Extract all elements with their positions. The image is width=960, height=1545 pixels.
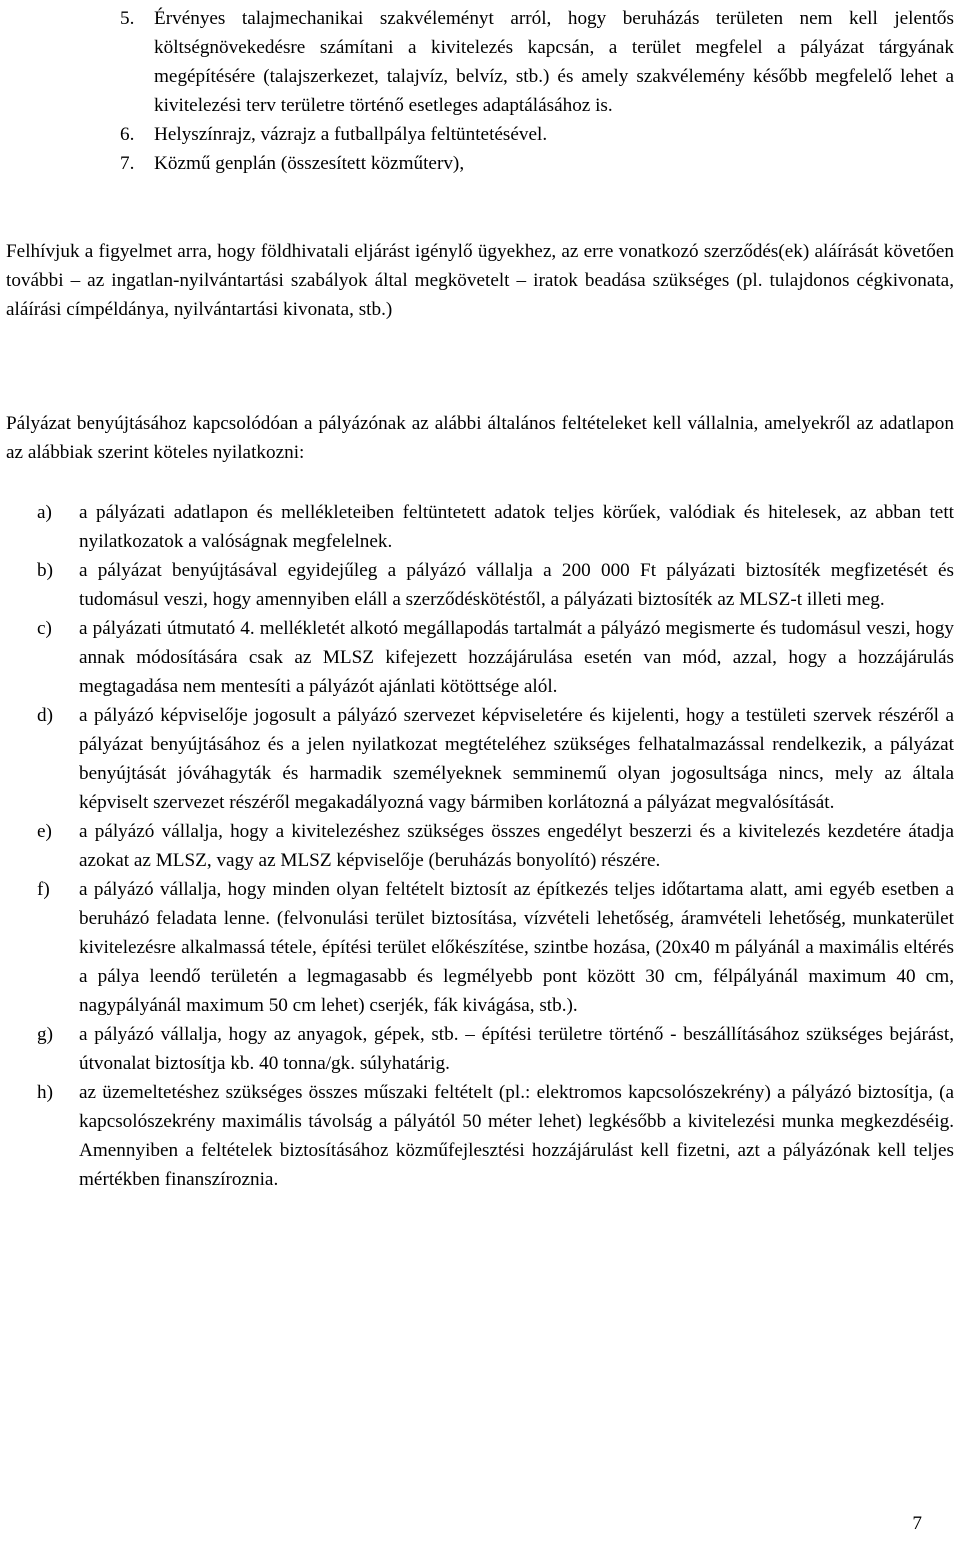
lettered-item bbox=[6, 614, 954, 701]
item-text: a pályázati adatlapon és mellékleteiben feltüntetett adatok teljes körűek, valódiak és hitelesek, az abban tett nyilatkozatok a valóságnak megfelelnek. bbox=[79, 502, 954, 552]
item-text: az üzemeltetéshez szükséges összes műszaki feltételt (pl.: elektromos kapcsolószekrény) a pályázó biztosítja, (a kapcsolószekrény maximális távolság a pályától 50 méter lehet) legkésőbb a kivitelezési munka megkezdéséig. Amennyiben a feltételek biztosításához közműfejlesztési hozzájárulást kell fizetni, azt a pályázónak kell teljes mértékben finanszíroznia. bbox=[79, 1082, 954, 1190]
page-number: 7 bbox=[912, 1513, 922, 1534]
numbered-list bbox=[120, 4, 954, 178]
item-text: a pályázó képviselője jogosult a pályázó szervezet képviseletére és kijelenti, hogy a testületi szervek részéről a pályázat benyújtásához és a jelen nyilatkozat megtételéhez szükséges felhatalmazással rendelkezik, a pályázat benyújtását jóváhagyták és harmadik személyeknek semminemű olyan jogosultsága nincs, mely az általa képviselt szervezet részéről megakadályozná vagy bármiben korlátozná a pályázat megvalósítását. bbox=[79, 705, 954, 813]
item-text: a pályázati útmutató 4. mellékletét alkotó megállapodás tartalmát a pályázó megismerte és tudomásul veszi, hogy annak módosítására csak az MLSZ kifejezett hozzájárulása esetén van mód, azzal, hogy a hozzájárulás megtagadása nem mentesíti a pályázót ajánlati kötöttsége alól. bbox=[79, 618, 954, 697]
lettered-item bbox=[6, 701, 954, 817]
item-letter: g) bbox=[37, 1024, 53, 1045]
land-registry-notice-paragraph: Felhívjuk a figyelmet arra, hogy földhivatali eljárást igénylő ügyekhez, az erre vonatkozó szerződés(ek) aláírását követően további – az ingatlan-nyilvántartási szabályok által megkövetelt – iratok beadása szükséges (pl. tulajdonos cégkivonata, aláírási címpéldánya, nyilvántartási kivonata, stb.) bbox=[6, 241, 954, 320]
item-text: a pályázó vállalja, hogy a kivitelezéshez szükséges összes engedélyt beszerzi és a kivitelezés kezdetére átadja azokat az MLSZ, vagy az MLSZ képviselője (beruházás bonyolító) részére. bbox=[79, 821, 954, 871]
lettered-item bbox=[6, 1020, 954, 1078]
item-text: Helyszínrajz, vázrajz a futballpálya feltüntetésével. bbox=[154, 124, 548, 145]
lettered-item bbox=[6, 556, 954, 614]
item-text: a pályázat benyújtásával egyidejűleg a pályázó vállalja a 200 000 Ft pályázati biztosíték megfizetését és tudomásul veszi, hogy amennyiben eláll a szerződéskötéstől, a pályázati biztosíték az MLSZ-t illeti meg. bbox=[79, 560, 954, 610]
numbered-item bbox=[120, 120, 954, 149]
numbered-item bbox=[120, 149, 954, 178]
item-letter: f) bbox=[37, 879, 50, 900]
item-number: 5. bbox=[120, 8, 135, 29]
item-letter: a) bbox=[37, 502, 52, 523]
conditions-intro-paragraph: Pályázat benyújtásához kapcsolódóan a pályázónak az alábbi általános feltételeket kell vállalnia, amelyekről az adatlapon az alábbiak szerint köteles nyilatkozni: bbox=[6, 413, 954, 463]
item-text: Érvényes talajmechanikai szakvéleményt arról, hogy beruházás területen nem kell jelentős költségnövekedésre számítani a kivitelezés kapcsán, a terület megfelel a pályázat tárgyának megépítésére (talajszerkezet, talajvíz, belvíz, stb.) és amely szakvélemény később megfelelő lehet a kivitelezési terv területre történő esetleges adaptálásához is. bbox=[154, 8, 954, 116]
item-text: a pályázó vállalja, hogy minden olyan feltételt biztosít az építkezés teljes időtartama alatt, ami egyéb esetben a beruházó feladata lenne. (felvonulási terület biztosítása, vízvételi lehetőség, áramvételi lehetőség, munkaterület kivitelezésre alkalmassá tétele, építési terület előkészítése, szintbe hozása, (20x40 m pályánál a maximális eltérés a pálya leendő területén a legmagasabb és legmélyebb pont között 30 cm, félpályánál maximum 40 cm, nagypályánál maximum 50 cm lehet) cserjék, fák kivágása, stb.). bbox=[79, 879, 954, 1016]
item-letter: e) bbox=[37, 821, 52, 842]
item-letter: d) bbox=[37, 705, 53, 726]
lettered-item bbox=[6, 1078, 954, 1194]
item-number: 6. bbox=[120, 124, 135, 145]
item-number: 7. bbox=[120, 153, 135, 174]
item-letter: h) bbox=[37, 1082, 53, 1103]
item-text: Közmű genplán (összesített közműterv), bbox=[154, 153, 465, 174]
numbered-item bbox=[120, 4, 954, 120]
lettered-item bbox=[6, 498, 954, 556]
item-text: a pályázó vállalja, hogy az anyagok, gépek, stb. – építési területre történő - beszállításához szükséges bejárást, útvonalat biztosítja kb. 40 tonna/gk. súlyhatárig. bbox=[79, 1024, 954, 1074]
lettered-item bbox=[6, 875, 954, 1020]
item-letter: c) bbox=[37, 618, 52, 639]
lettered-list bbox=[6, 498, 954, 1194]
item-letter: b) bbox=[37, 560, 53, 581]
lettered-item bbox=[6, 817, 954, 875]
